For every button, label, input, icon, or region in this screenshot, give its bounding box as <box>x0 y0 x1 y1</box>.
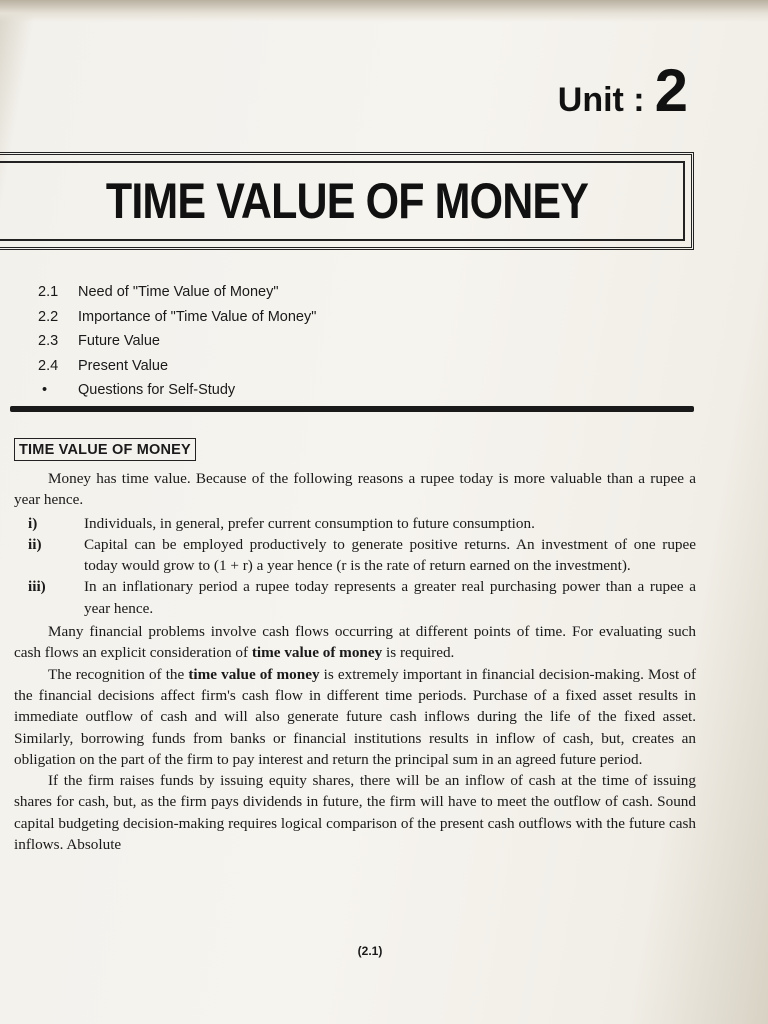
unit-number: 2 <box>654 57 688 124</box>
toc-item-bullet: • <box>42 382 48 399</box>
paragraph-3 <box>14 664 696 770</box>
section-divider <box>10 406 694 412</box>
toc-item-number: 2.4 <box>38 357 59 374</box>
unit-heading <box>558 56 688 125</box>
para3-text-end: is extremely important in financial decision-making. Most of the financial decisions affect firm's cash flow in different time periods. Purchase of a fixed asset results in immediate outflow of cash and will also generate future cash inflows during the life of the fixed asset. Similarly, borrowing funds from banks or financial institutions results in inflow of cash, but, creates an obligation on the part of the firm to pay interest and return the principal sum in an agreed future period. <box>14 665 697 768</box>
para3-emphasis: time value of money <box>188 665 320 683</box>
list-item <box>14 534 696 577</box>
list-item-number: i) <box>28 514 38 532</box>
list-item-number: ii) <box>28 535 42 553</box>
list-item-number: iii) <box>28 578 46 596</box>
para2-text: Many financial problems involve cash flows occurring at different points of time. For evaluating such cash flows an explicit consideration of <box>14 623 696 662</box>
toc-item-text: Questions for Self-Study <box>78 382 236 399</box>
toc-item <box>38 378 458 403</box>
toc-item-text: Importance of "Time Value of Money" <box>78 308 317 325</box>
toc-item <box>38 280 458 305</box>
list-item <box>14 513 696 534</box>
toc-item-text: Need of "Time Value of Money" <box>78 284 279 301</box>
toc-item-text: Present Value <box>78 357 169 374</box>
toc-item <box>38 354 458 379</box>
toc-item-number: 2.1 <box>38 284 59 301</box>
page-number: (2.1) <box>357 944 383 958</box>
toc-item-number: 2.2 <box>38 308 59 325</box>
toc-item <box>38 329 458 354</box>
chapter-title: TIME VALUE OF MONEY <box>105 173 589 229</box>
list-item <box>14 576 696 619</box>
paragraph-2 <box>14 621 696 664</box>
intro-paragraph: Money has time value. Because of the following reasons a rupee today is more valuable than a rupee a year hence. <box>14 470 696 509</box>
paragraph-4: If the firm raises funds by issuing equity shares, there will be an inflow of cash at the time of issuing shares for cash, but, as the firm pays dividends in future, the firm will have to meet the outflow of cash. Sound capital budgeting decision-making requires logical comparison of the present cash outflows with the future cash inflows. Absolute <box>14 772 696 854</box>
reasons-list <box>14 513 696 619</box>
para2-emphasis: time value of money <box>251 644 383 662</box>
unit-label: Unit : <box>557 81 645 119</box>
section-heading: TIME VALUE OF MONEY <box>14 438 196 461</box>
list-item-text: In an inflationary period a rupee today represents a greater real purchasing power than a rupee a year hence. <box>84 578 696 617</box>
table-of-contents <box>38 280 458 403</box>
toc-item <box>38 305 458 330</box>
page-top-edge <box>0 0 768 22</box>
para2-text-end: is required. <box>382 644 455 662</box>
toc-item-number: 2.3 <box>38 333 59 350</box>
list-item-text: Capital can be employed productively to generate positive returns. An investment of one rupee today would grow to (1 + r) a year hence (r is the rate of return earned on the investment). <box>84 535 696 575</box>
list-item-text: Individuals, in general, prefer current consumption to future consumption. <box>84 514 535 532</box>
body-text <box>14 468 696 855</box>
para3-text: The recognition of the <box>48 665 189 683</box>
toc-item-text: Future Value <box>78 333 160 350</box>
